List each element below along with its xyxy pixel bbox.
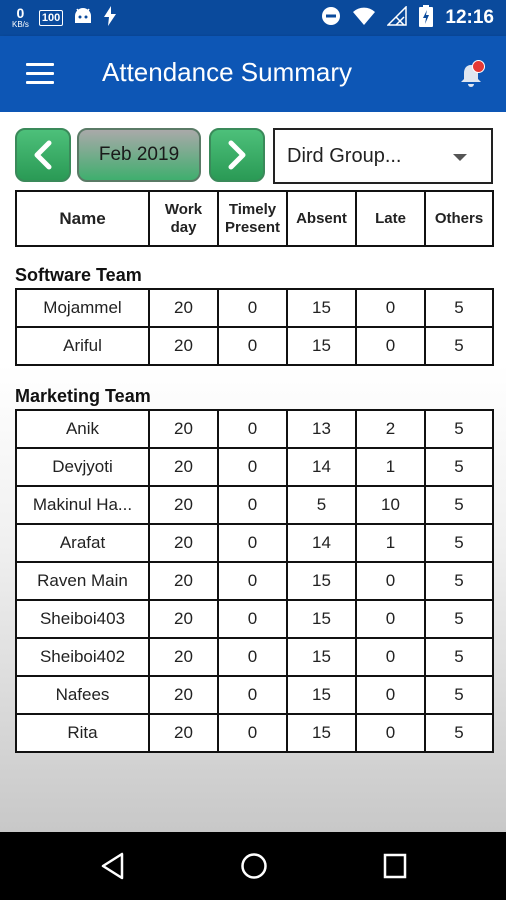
android-icon [73,7,93,30]
cell-late: 1 [356,524,425,562]
cell-work-day: 20 [149,410,218,448]
app-bar [0,36,506,112]
cell-late: 0 [356,327,425,365]
cell-others: 5 [425,714,493,752]
table-row[interactable] [16,600,493,638]
header-timely-present: Timely Present [218,191,287,246]
cell-absent: 14 [287,524,356,562]
cell-name: Mojammel [16,289,149,327]
notification-dot [472,60,485,73]
signal-icon [387,6,407,31]
cell-others: 5 [425,676,493,714]
cell-late: 1 [356,448,425,486]
cell-absent: 15 [287,327,356,365]
group-dropdown-value: Dird Group... [287,145,402,167]
cell-work-day: 20 [149,448,218,486]
notification-bell-icon[interactable] [458,62,484,88]
do-not-disturb-icon [321,6,341,31]
wifi-icon [353,7,375,30]
network-speed-value: 0 [16,5,25,21]
table-row[interactable] [16,486,493,524]
battery-charging-icon [419,5,433,32]
system-navigation-bar [0,832,506,900]
cell-others: 5 [425,486,493,524]
cell-others: 5 [425,448,493,486]
network-speed-unit: KB/s [12,20,29,29]
cell-others: 5 [425,410,493,448]
header-others: Others [425,191,493,246]
table-row[interactable] [16,448,493,486]
cell-late: 2 [356,410,425,448]
table-row[interactable] [16,676,493,714]
month-selector[interactable]: Feb 2019 [77,128,201,182]
table-row[interactable] [16,289,493,327]
cell-late: 0 [356,562,425,600]
cell-late: 0 [356,676,425,714]
cell-name: Anik [16,410,149,448]
cell-timely-present: 0 [218,714,287,752]
header-work-day: Work day [149,191,218,246]
cell-absent: 14 [287,448,356,486]
cell-absent: 15 [287,600,356,638]
cell-others: 5 [425,289,493,327]
cell-timely-present: 0 [218,562,287,600]
chevron-left-icon [33,140,53,170]
cell-late: 0 [356,638,425,676]
menu-icon[interactable] [26,63,54,85]
cell-timely-present: 0 [218,638,287,676]
cell-work-day: 20 [149,524,218,562]
header-name: Name [16,191,149,246]
cell-work-day: 20 [149,562,218,600]
marketing-team-table [15,409,494,753]
attendance-header [15,190,494,247]
cell-name: Devjyoti [16,448,149,486]
page-title: Attendance Summary [102,57,353,87]
cell-work-day: 20 [149,600,218,638]
table-row[interactable] [16,714,493,752]
status-bar [0,0,506,36]
flash-icon [103,6,117,31]
group-dropdown[interactable] [273,128,493,184]
cell-work-day: 20 [149,714,218,752]
cell-name: Ariful [16,327,149,365]
next-month-button[interactable] [209,128,265,182]
cell-absent: 15 [287,676,356,714]
cell-late: 10 [356,486,425,524]
cell-timely-present: 0 [218,676,287,714]
cell-others: 5 [425,638,493,676]
cell-name: Sheiboi403 [16,600,149,638]
cell-others: 5 [425,524,493,562]
software-team-table [15,288,494,366]
cell-timely-present: 0 [218,289,287,327]
dropdown-arrow-icon [453,154,467,161]
back-icon[interactable] [100,852,126,885]
header-absent: Absent [287,191,356,246]
cell-name: Sheiboi402 [16,638,149,676]
table-row[interactable] [16,327,493,365]
cell-work-day: 20 [149,638,218,676]
table-row[interactable] [16,524,493,562]
cell-absent: 13 [287,410,356,448]
cell-timely-present: 0 [218,327,287,365]
table-row[interactable] [16,638,493,676]
attendance-content [0,112,506,832]
cell-name: Raven Main [16,562,149,600]
cell-absent: 15 [287,714,356,752]
cell-timely-present: 0 [218,448,287,486]
notification-badge: 100 [39,10,63,26]
cell-name: Nafees [16,676,149,714]
cell-absent: 15 [287,562,356,600]
cell-absent: 15 [287,638,356,676]
cell-absent: 5 [287,486,356,524]
table-row[interactable] [16,410,493,448]
chevron-right-icon [227,140,247,170]
cell-timely-present: 0 [218,410,287,448]
previous-month-button[interactable] [15,128,71,182]
cell-late: 0 [356,714,425,752]
cell-work-day: 20 [149,327,218,365]
cell-work-day: 20 [149,289,218,327]
cell-name: Arafat [16,524,149,562]
cell-timely-present: 0 [218,600,287,638]
header-late: Late [356,191,425,246]
cell-name: Makinul Ha... [16,486,149,524]
recents-icon[interactable] [382,852,408,885]
cell-others: 5 [425,600,493,638]
cell-late: 0 [356,600,425,638]
cell-work-day: 20 [149,486,218,524]
cell-others: 5 [425,327,493,365]
section-title-software-team: Software Team [15,265,142,285]
cell-absent: 15 [287,289,356,327]
table-row[interactable] [16,562,493,600]
section-title-marketing-team: Marketing Team [15,386,151,406]
cell-late: 0 [356,289,425,327]
cell-timely-present: 0 [218,524,287,562]
cell-others: 5 [425,562,493,600]
cell-name: Rita [16,714,149,752]
cell-timely-present: 0 [218,486,287,524]
status-time: 12:16 [445,7,494,28]
cell-work-day: 20 [149,676,218,714]
network-speed [12,6,29,30]
home-icon[interactable] [240,852,268,885]
